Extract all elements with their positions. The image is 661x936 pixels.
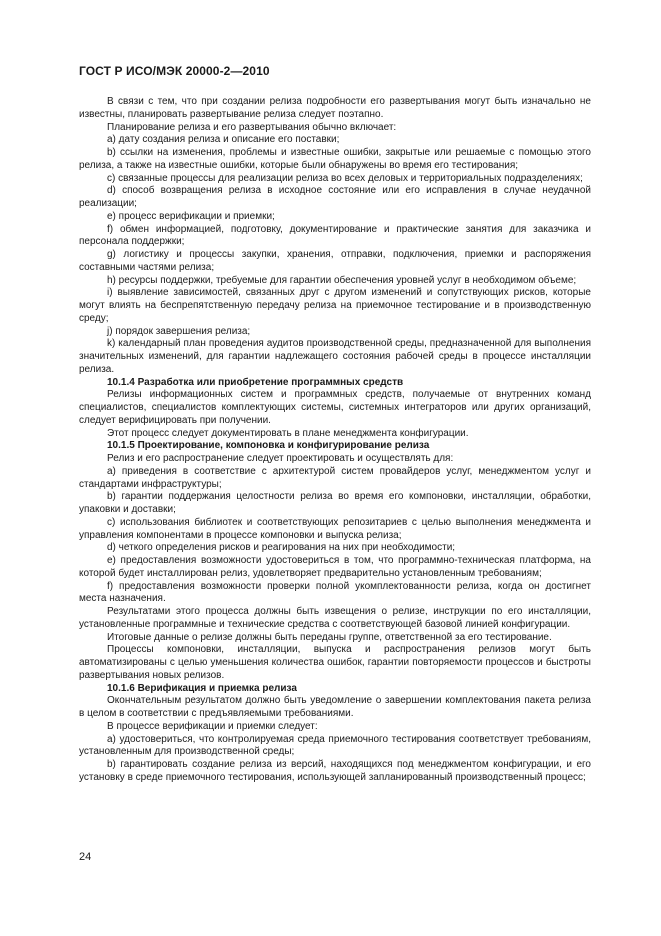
- list-item: f) предоставления возможности проверки полной укомплектованности релиза, когда он достигнет места назначения.: [79, 580, 591, 605]
- list-item: b) гарантировать создание релиза из версий, находящихся под менеджментом конфигурации, и его установку в среде приемочного тестирования, использующей запланированный производственный процесс;: [79, 759, 591, 783]
- list-item: d) четкого определения рисков и реагирования на них при необходимости;: [107, 542, 456, 554]
- paragraph: Окончательным результатом должно быть уведомление о завершении комплектования пакета релиза в целом в соответствии с предъявляемыми требованиями.: [79, 695, 591, 719]
- list-item: a) приведения в соответствие с архитектурой систем провайдеров услуг, менеджментом услуг и стандартами инфраструктуры;: [79, 465, 591, 490]
- paragraph: Планирование релиза и его развертывания обычно включает:: [107, 121, 397, 133]
- page-number: 24: [79, 851, 92, 863]
- list-item: k) календарный план проведения аудитов производственной среды, предназначенной для выполнения значительных изменений, для гарантии надлежащего состояния рабочей среды в процессе инсталляции релиза.: [79, 338, 591, 375]
- paragraph: Релиз и его распространение следует проектировать и осуществлять для:: [107, 453, 454, 464]
- list-item: j) порядок завершения релиза;: [107, 325, 251, 337]
- paragraph: Результатами этого процесса должны быть извещения о релизе, инструкции по его инсталляции, установленные программные и технические средства с соответствующей базовой линией конфигурации.: [79, 606, 591, 630]
- list-item: e) процесс верификации и приемки;: [107, 210, 275, 222]
- paragraph: Процессы компоновки, инсталляции, выпуска и распространения релизов могут быть автоматизированы с целью уменьшения количества ошибок, гарантии повторяемости процессов и быстроты развертывания новых релизов.: [79, 644, 591, 681]
- paragraph: В процессе верификации и приемки следует:: [107, 720, 318, 732]
- paragraph: Этот процесс следует документировать в плане менеджмента конфигурации.: [107, 427, 469, 439]
- list-item: f) обмен информацией, подготовку, документирование и практические занятия для заказчика и персонала поддержки;: [79, 223, 591, 248]
- paragraph: Релизы информационных систем и программных средств, получаемые от внутренних команд специалистов, специалистов комплектующих системы, системных интеграторов или других организаций, следует верифицировать при получении.: [79, 389, 591, 426]
- list-item: d) способ возвращения релиза в исходное состояние или его исправления в случае неудачной реализации;: [79, 185, 591, 209]
- paragraph: Итоговые данные о релизе должны быть переданы группе, ответственной за его тестирование.: [107, 631, 552, 643]
- body-text: [79, 96, 591, 785]
- document-header: ГОСТ Р ИСО/МЭК 20000-2—2010: [79, 64, 270, 78]
- list-item: b) гарантии поддержания целостности релиза во время его компоновки, инсталляции, обработки, упаковки и доставки;: [79, 491, 591, 515]
- section-heading-10-1-5: 10.1.5 Проектирование, компоновка и конфигурирование релиза: [107, 440, 430, 452]
- list-item: b) ссылки на изменения, проблемы и известные ошибки, закрытые или решаемые с помощью этого релиза, а также на известные ошибки, которые были обнаружены во время его тестирования;: [79, 147, 591, 171]
- list-item: e) предоставления возможности удостовериться в том, что программно-техническая платформа, на которой будет инсталлирован релиз, удовлетворяет предварительно установленным требованиям;: [79, 555, 591, 579]
- list-item: c) связанные процессы для реализации релиза во всех деловых и территориальных подразделениях;: [107, 172, 583, 184]
- section-heading-10-1-6: 10.1.6 Верификация и приемка релиза: [107, 682, 297, 694]
- list-item: c) использования библиотек и соответствующих репозитариев с целью выполнения менеджмента и управления компонентами в процессе компоновки и выпуска релиза;: [79, 516, 591, 541]
- list-item: a) удостовериться, что контролируемая среда приемочного тестирования соответствует требованиям, установленным для производственной среды;: [79, 733, 591, 758]
- list-item: a) дату создания релиза и описание его поставки;: [107, 134, 340, 146]
- paragraph: В связи с тем, что при создании релиза подробности его развертывания могут быть изначально не известны, планировать развертывание релиза следует поэтапно.: [79, 96, 591, 120]
- list-item: i) выявление зависимостей, связанных друг с другом изменений и сопутствующих рисков, которые могут влиять на беспрепятственную передачу релиза на приемочное тестирование и в производственную среду;: [79, 287, 591, 324]
- list-item: h) ресурсы поддержки, требуемые для гарантии обеспечения уровней услуг в необходимом объеме;: [107, 274, 577, 286]
- section-heading-10-1-4: 10.1.4 Разработка или приобретение программных средств: [107, 376, 404, 388]
- list-item: g) логистику и процессы закупки, хранения, отправки, подключения, приемки и распоряжения составными частями релиза;: [79, 249, 591, 273]
